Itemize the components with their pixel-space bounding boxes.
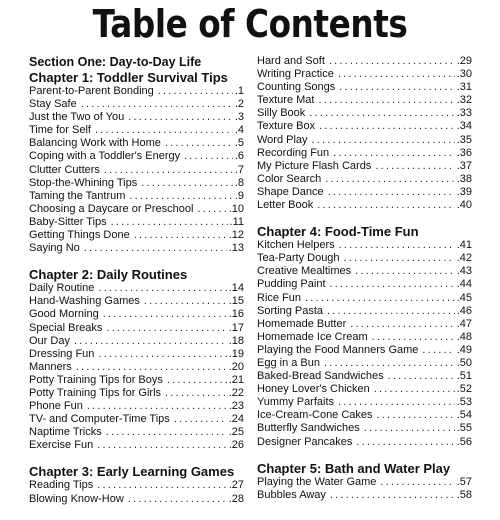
dot-leader [165, 137, 233, 150]
page-number: .8 [234, 176, 244, 189]
entry-title: Writing Practice [257, 68, 334, 81]
page-number: .2 [234, 98, 244, 111]
toc-entry[interactable] [257, 344, 472, 357]
entry-title: Rice Fun [257, 291, 302, 304]
toc-entry[interactable] [29, 479, 244, 492]
page-number: .38 [456, 172, 472, 185]
dot-leader [327, 305, 455, 318]
toc-entry[interactable] [29, 190, 244, 203]
toc-entry[interactable] [257, 81, 472, 94]
toc-entry[interactable] [29, 361, 244, 374]
dot-leader [158, 85, 233, 98]
dot-leader [312, 134, 455, 147]
dot-leader [128, 493, 227, 506]
page-number: .11 [229, 215, 244, 228]
right-column [257, 55, 472, 514]
dot-leader [74, 335, 227, 348]
page-number: .36 [456, 146, 472, 159]
entry-title: Butterfly Sandwiches [257, 422, 360, 435]
chapter-block [29, 267, 244, 452]
entry-title: Ice-Cream-Cone Cakes [257, 409, 373, 422]
page-number: .55 [456, 422, 472, 435]
toc-entry[interactable] [29, 387, 244, 400]
page-number: .9 [234, 189, 244, 202]
page-number: .26 [228, 439, 244, 452]
entry-title: Blowing Know-How [29, 492, 124, 505]
page-number: .54 [456, 409, 472, 422]
page-number: .34 [456, 120, 472, 133]
entry-title: Texture Box [257, 120, 316, 133]
entry-title: Playing the Water Game [257, 475, 377, 488]
entry-title: Stay Safe [29, 98, 77, 111]
toc-entry[interactable] [257, 239, 472, 252]
toc-entry[interactable] [257, 278, 472, 291]
page-number: .42 [456, 252, 472, 265]
dot-leader [374, 383, 455, 396]
entry-title: Tea-Party Dough [257, 252, 340, 265]
dot-leader [330, 489, 455, 502]
toc-entry[interactable] [257, 489, 472, 502]
toc-entry[interactable] [29, 348, 244, 361]
toc-entry[interactable] [29, 137, 244, 150]
dot-leader [309, 107, 454, 120]
toc-entry[interactable] [29, 203, 244, 216]
chapter-block [257, 461, 472, 502]
page-number: .29 [456, 55, 472, 67]
dot-leader [111, 216, 228, 229]
dot-leader [98, 348, 226, 361]
entry-title: Egg in a Bun [257, 356, 320, 369]
dot-leader [355, 265, 455, 278]
entry-title: Designer Pancakes [257, 435, 353, 448]
toc-entry[interactable] [257, 305, 472, 318]
page-number: .28 [228, 492, 244, 505]
page-number: .57 [456, 475, 472, 488]
entry-title: Just the Two of You [29, 111, 125, 124]
dot-leader [338, 68, 455, 81]
dot-leader [165, 387, 227, 400]
dot-leader [104, 164, 233, 177]
entry-title: Stop-the-Whining Tips [29, 176, 138, 189]
chapter-heading: Chapter 2: Daily Routines [29, 267, 188, 283]
toc-entry[interactable] [29, 111, 244, 124]
toc-entry[interactable] [29, 177, 244, 190]
entry-title: Special Breaks [29, 321, 103, 334]
page-number: .47 [456, 317, 472, 330]
dot-leader [339, 81, 454, 94]
page-number: .43 [456, 265, 472, 278]
chapter-heading: Chapter 5: Bath and Water Play [257, 460, 451, 476]
toc-entry[interactable] [257, 476, 472, 489]
entry-title: Good Morning [29, 308, 99, 321]
toc-entry[interactable] [257, 173, 472, 186]
toc-entry[interactable] [257, 370, 472, 383]
dot-leader [95, 124, 233, 137]
toc-entry[interactable] [257, 68, 472, 81]
toc-entry[interactable] [29, 150, 244, 163]
dot-leader [372, 331, 455, 344]
toc-entry[interactable] [257, 396, 472, 409]
entry-title: Honey Lover's Chicken [257, 383, 370, 396]
page-number: .22 [228, 386, 244, 399]
entry-title: TV- and Computer-Time Tips [29, 413, 170, 426]
entry-title: Color Search [257, 172, 322, 185]
page-number: .52 [456, 383, 472, 396]
entry-title: Baked-Bread Sandwiches [257, 370, 384, 383]
page-number: .32 [456, 94, 472, 107]
dot-leader [364, 422, 455, 435]
toc-entry[interactable] [29, 164, 244, 177]
entry-title: Daily Routine [29, 282, 95, 295]
entry-title: Homemade Ice Cream [257, 330, 368, 343]
entry-title: Saying No [29, 242, 80, 255]
entry-title: Potty Training Tips for Boys [29, 373, 163, 386]
entry-title: Dressing Fun [29, 347, 95, 360]
entry-title: Counting Songs [257, 81, 336, 94]
page-number: .27 [228, 479, 244, 492]
page-number: .24 [228, 413, 244, 426]
entry-title: Balancing Work with Home [29, 137, 161, 150]
entry-title: Pudding Paint [257, 278, 326, 291]
dot-leader [134, 229, 227, 242]
toc-entry[interactable] [29, 98, 244, 111]
dot-leader [81, 98, 233, 111]
entry-title: Kitchen Helpers [257, 239, 335, 252]
toc-entry[interactable] [257, 318, 472, 331]
entry-title: Bubbles Away [257, 488, 326, 501]
entry-title: Our Day [29, 334, 70, 347]
toc-entry[interactable] [29, 426, 244, 439]
dot-leader [76, 361, 227, 374]
toc-entry[interactable] [29, 216, 244, 229]
chapter-block [29, 464, 244, 505]
dot-leader [330, 278, 455, 291]
dot-leader [388, 370, 455, 383]
page-number: .10 [228, 202, 244, 215]
left-column [29, 55, 244, 518]
chapter-block [257, 55, 472, 212]
dot-leader [350, 318, 454, 331]
toc-entry[interactable] [29, 282, 244, 295]
dot-leader [103, 308, 227, 321]
page-number: .16 [228, 308, 244, 321]
page-number: .3 [234, 111, 244, 124]
dot-leader [84, 242, 227, 255]
page-number: .1 [234, 85, 244, 97]
page-number: .15 [228, 295, 244, 308]
toc-entry[interactable] [257, 265, 472, 278]
page-number: .56 [456, 435, 472, 448]
page-number: .31 [456, 81, 472, 94]
toc-entry[interactable] [29, 322, 244, 335]
entry-title: Hand-Washing Games [29, 295, 140, 308]
dot-leader [184, 150, 233, 163]
toc-entry[interactable] [29, 335, 244, 348]
page-number: .13 [228, 242, 244, 255]
entry-title: Yummy Parfaits [257, 396, 335, 409]
entry-title: Word Play [257, 133, 308, 146]
dot-leader [375, 160, 454, 173]
page-number: .44 [456, 278, 472, 291]
toc-entry[interactable] [257, 409, 472, 422]
dot-leader [97, 439, 227, 452]
dot-leader [106, 322, 226, 335]
dot-leader [317, 199, 454, 212]
entry-title: Hard and Soft [257, 55, 325, 67]
entry-title: Reading Tips [29, 479, 94, 492]
dot-leader [344, 252, 455, 265]
toc-entry[interactable] [29, 124, 244, 137]
dot-leader [324, 357, 455, 370]
page-number: .4 [234, 124, 244, 137]
dot-leader [174, 413, 227, 426]
toc-entry[interactable] [257, 120, 472, 133]
page-number: .14 [228, 282, 244, 295]
toc-entry[interactable] [29, 374, 244, 387]
toc-entry[interactable] [257, 357, 472, 370]
entry-title: Sorting Pasta [257, 304, 324, 317]
entry-title: Baby-Sitter Tips [29, 215, 107, 228]
dot-leader [325, 173, 455, 186]
page-number: .41 [456, 239, 472, 252]
toc-entry[interactable] [257, 55, 472, 68]
entry-title: Parent-to-Parent Bonding [29, 85, 154, 97]
dot-leader [328, 186, 455, 199]
page-number: .6 [234, 150, 244, 163]
page-number: .21 [228, 373, 244, 386]
toc-entry[interactable] [257, 199, 472, 212]
toc-entry[interactable] [257, 107, 472, 120]
page-number: .40 [456, 199, 472, 212]
entry-title: Coping with a Toddler's Energy [29, 150, 181, 163]
entry-title: Creative Mealtimes [257, 265, 352, 278]
toc-entry[interactable] [29, 493, 244, 506]
entry-title: Shape Dance [257, 185, 324, 198]
page-number: .51 [456, 370, 472, 383]
dot-leader [141, 177, 233, 190]
toc-entry[interactable] [257, 134, 472, 147]
page-number: .23 [228, 400, 244, 413]
page-number: .30 [456, 68, 472, 81]
dot-leader [333, 147, 455, 160]
chapter-heading: Chapter 1: Toddler Survival Tips [29, 70, 228, 85]
toc-entry[interactable] [29, 413, 244, 426]
toc-entry[interactable] [257, 252, 472, 265]
page-number: .53 [456, 396, 472, 409]
chapter-block [29, 70, 244, 255]
dot-leader [318, 94, 454, 107]
dot-leader [97, 479, 226, 492]
entry-title: Homemade Butter [257, 317, 347, 330]
dot-leader [197, 203, 226, 216]
dot-leader [129, 190, 232, 203]
toc-entry[interactable] [257, 186, 472, 199]
toc-entry[interactable] [29, 308, 244, 321]
dot-leader [106, 426, 227, 439]
entry-title: Phone Fun [29, 400, 83, 413]
toc-entry[interactable] [29, 439, 244, 452]
entry-title: Clutter Cutters [29, 163, 100, 176]
toc-entry[interactable] [257, 147, 472, 160]
page-number: .48 [456, 330, 472, 343]
entry-title: Potty Training Tips for Girls [29, 386, 162, 399]
entry-title: Recording Fun [257, 146, 330, 159]
page-number: .35 [456, 133, 472, 146]
page-number: .45 [456, 291, 472, 304]
toc-entry[interactable] [257, 94, 472, 107]
dot-leader [339, 239, 455, 252]
toc-entry[interactable] [29, 295, 244, 308]
toc-entry[interactable] [29, 229, 244, 242]
dot-leader [144, 295, 227, 308]
section-heading: Section One: Day-to-Day Life [29, 55, 202, 69]
page-number: .58 [456, 488, 472, 501]
entry-title: Silly Book [257, 107, 306, 120]
dot-leader [329, 55, 455, 68]
page-number: .17 [228, 321, 244, 334]
toc-entry[interactable] [257, 331, 472, 344]
dot-leader [305, 292, 455, 305]
page-number: .49 [456, 343, 472, 356]
entry-title: Taming the Tantrum [29, 189, 126, 202]
entry-title: Choosing a Daycare or Preschool [29, 202, 194, 215]
page-number: .33 [456, 107, 472, 120]
toc-entry[interactable] [29, 400, 244, 413]
dot-leader [377, 409, 455, 422]
chapter-block [257, 224, 472, 449]
page-number: .39 [456, 185, 472, 198]
chapter-heading: Chapter 3: Early Learning Games [29, 464, 235, 480]
dot-leader [167, 374, 227, 387]
toc-entry[interactable] [257, 436, 472, 449]
entry-title: Texture Mat [257, 94, 315, 107]
page-number: .18 [228, 334, 244, 347]
page-number: .50 [456, 356, 472, 369]
page-number: .25 [228, 426, 244, 439]
entry-title: Getting Things Done [29, 229, 130, 242]
entry-title: Exercise Fun [29, 439, 94, 452]
dot-leader [380, 476, 454, 489]
page-number: .5 [234, 137, 244, 150]
page-number: .19 [228, 347, 244, 360]
page-number: .12 [228, 229, 244, 242]
dot-leader [338, 396, 455, 409]
dot-leader [98, 282, 226, 295]
dot-leader [87, 400, 227, 413]
dot-leader [422, 344, 454, 357]
page-number: .46 [456, 304, 472, 317]
toc-entry[interactable] [257, 422, 472, 435]
page-number: .7 [234, 163, 244, 176]
chapter-heading: Chapter 4: Food-Time Fun [257, 224, 419, 240]
dot-leader [128, 111, 233, 124]
toc-entry[interactable] [29, 242, 244, 255]
entry-title: Letter Book [257, 199, 314, 212]
page-number: .37 [456, 159, 472, 172]
toc-entry[interactable] [257, 160, 472, 173]
toc-entry[interactable] [257, 383, 472, 396]
entry-title: Manners [29, 360, 72, 373]
page-number: .20 [228, 360, 244, 373]
entry-title: Playing the Food Manners Game [257, 343, 419, 356]
dot-leader [356, 436, 454, 449]
toc-entry[interactable] [29, 85, 244, 98]
entry-title: Naptime Tricks [29, 426, 102, 439]
dot-leader [319, 120, 455, 133]
entry-title: My Picture Flash Cards [257, 159, 372, 172]
toc-entry[interactable] [257, 292, 472, 305]
page-title: Table of Contents [92, 2, 408, 46]
entry-title: Time for Self [29, 124, 91, 137]
